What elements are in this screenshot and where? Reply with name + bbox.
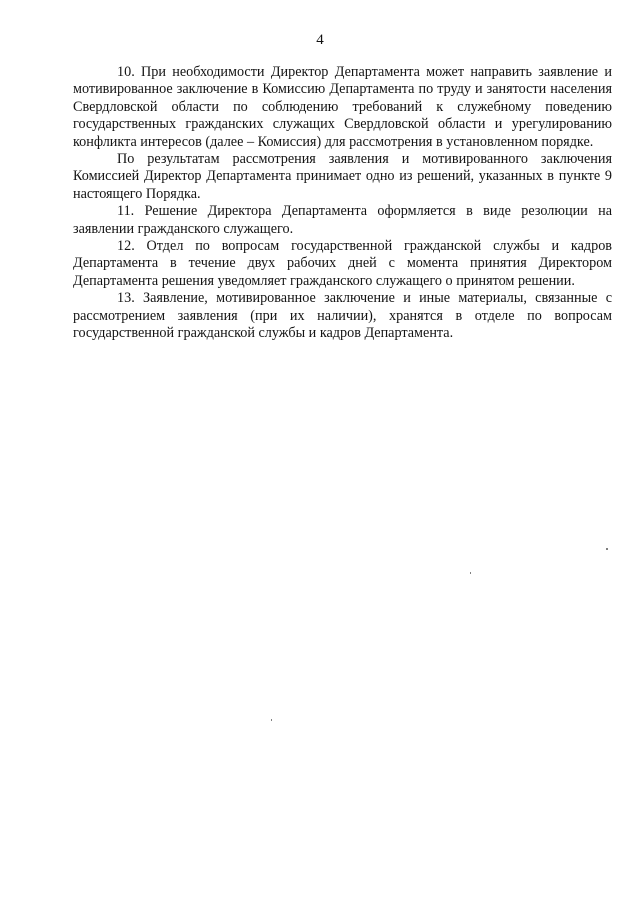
paragraph-commission-results: По результатам рассмотрения заявления и мотивированного заключения Комиссией Директор Департамента принимает одно из решений, указанных в пункте 9 настоящего Порядка. bbox=[73, 151, 612, 202]
paragraph-11: 11. Решение Директора Департамента оформляется в виде резолюции на заявлении гражданского служащего. bbox=[73, 203, 612, 237]
scan-speck bbox=[606, 548, 608, 550]
document-body bbox=[73, 64, 612, 343]
paragraph-13: 13. Заявление, мотивированное заключение и иные материалы, связанные с рассмотрением заявления (при их наличии), хранятся в отделе по вопросам государственной гражданской службы и кадров Департамента. bbox=[73, 290, 612, 342]
paragraph-12: 12. Отдел по вопросам государственной гражданской службы и кадров Департамента в течение двух рабочих дней с момента принятия Директором Департамента решения уведомляет гражданского служащего о принятом решении. bbox=[73, 238, 612, 289]
scan-speck bbox=[470, 572, 471, 574]
scan-speck bbox=[271, 719, 272, 721]
page-number: 4 bbox=[316, 32, 324, 48]
paragraph-10: 10. При необходимости Директор Департамента может направить заявление и мотивированное заключение в Комиссию Департамента по труду и занятости населения Свердловской области по соблюдению требований к служебному поведению государственных гражданских служащих Свердловской области и урегулированию конфликта интересов (далее – Комиссия) для рассмотрения в установленном порядке. bbox=[73, 64, 612, 150]
